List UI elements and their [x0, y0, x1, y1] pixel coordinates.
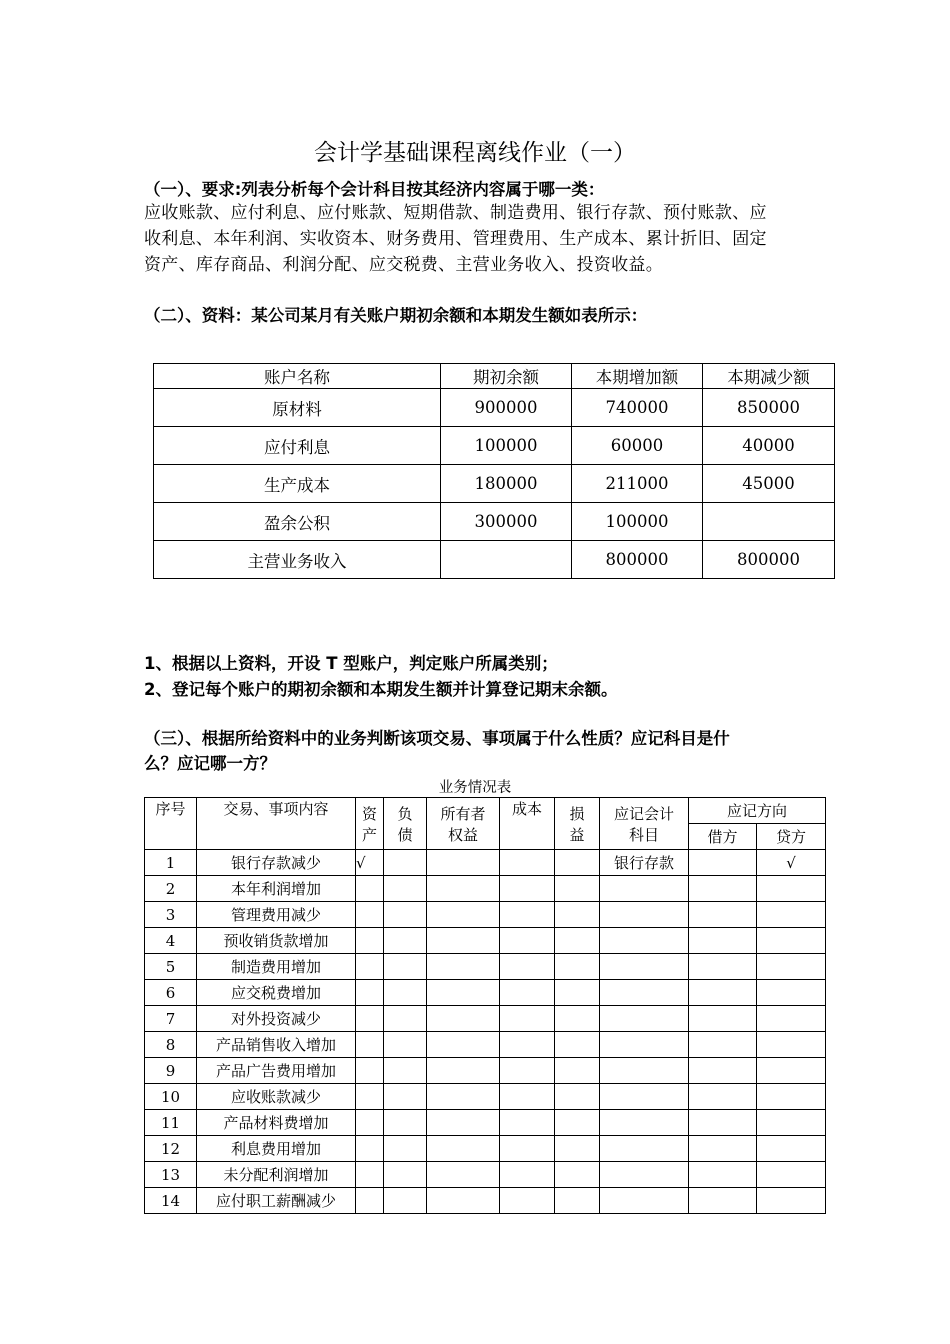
header-pl-line: 损 [569, 804, 585, 823]
account-cell [600, 1058, 689, 1084]
pl-cell [555, 954, 600, 980]
account-name-cell: 生产成本 [154, 465, 441, 503]
row-number-cell: 6 [145, 980, 197, 1006]
liability-cell [384, 1032, 427, 1058]
cost-cell [500, 928, 555, 954]
equity-cell [427, 1032, 500, 1058]
part1-line: 资产、库存商品、利润分配、应交税费、主营业务收入、投资收益。 [144, 255, 663, 275]
liability-cell [384, 1188, 427, 1214]
account-cell [600, 1006, 689, 1032]
table-caption: 业务情况表 [438, 780, 512, 796]
header-liability-line: 负 [397, 804, 413, 823]
credit-cell [757, 1162, 826, 1188]
credit-cell [757, 1084, 826, 1110]
row-number-cell: 13 [145, 1162, 197, 1188]
pl-cell [555, 1162, 600, 1188]
pl-cell [555, 1058, 600, 1084]
row-number-cell: 7 [145, 1006, 197, 1032]
pl-cell [555, 1006, 600, 1032]
equity-cell [427, 1188, 500, 1214]
row-number-cell: 3 [145, 902, 197, 928]
credit-cell [757, 1136, 826, 1162]
cost-cell [500, 876, 555, 902]
header-opening-balance: 期初余额 [441, 364, 572, 389]
header-equity [427, 798, 500, 850]
pl-cell [555, 928, 600, 954]
content-cell: 预收销货款增加 [197, 928, 356, 954]
accounts-header-row [154, 364, 835, 389]
credit-cell [757, 954, 826, 980]
table-row [145, 1162, 826, 1188]
cost-cell [500, 1188, 555, 1214]
header-no: 序号 [145, 798, 197, 850]
business-header-row [145, 798, 826, 824]
asset-cell [356, 1136, 384, 1162]
credit-cell [757, 1006, 826, 1032]
cost-cell [500, 954, 555, 980]
credit-cell [757, 876, 826, 902]
liability-cell [384, 928, 427, 954]
pl-cell [555, 1084, 600, 1110]
pl-cell [555, 1032, 600, 1058]
row-number-cell: 11 [145, 1110, 197, 1136]
table-row [154, 541, 835, 579]
table-row [145, 980, 826, 1006]
table-row [145, 1110, 826, 1136]
asset-cell [356, 954, 384, 980]
opening-balance-cell: 180000 [441, 465, 572, 503]
table-row [145, 850, 826, 876]
credit-cell [757, 1058, 826, 1084]
pl-cell [555, 1110, 600, 1136]
opening-balance-cell: 300000 [441, 503, 572, 541]
asset-cell [356, 1032, 384, 1058]
equity-cell [427, 1058, 500, 1084]
asset-cell [356, 902, 384, 928]
equity-cell [427, 928, 500, 954]
content-cell: 产品销售收入增加 [197, 1032, 356, 1058]
content-cell: 对外投资减少 [197, 1006, 356, 1032]
part1-body [144, 200, 834, 278]
increase-cell: 100000 [572, 503, 703, 541]
asset-cell [356, 876, 384, 902]
account-cell [600, 1162, 689, 1188]
cost-cell [500, 1032, 555, 1058]
account-cell: 银行存款 [600, 850, 689, 876]
equity-cell [427, 902, 500, 928]
debit-cell [689, 1084, 757, 1110]
row-number-cell: 8 [145, 1032, 197, 1058]
liability-cell [384, 1136, 427, 1162]
header-direction: 应记方向 [689, 798, 826, 824]
increase-cell: 800000 [572, 541, 703, 579]
liability-cell [384, 1084, 427, 1110]
table-row [145, 928, 826, 954]
row-number-cell: 2 [145, 876, 197, 902]
content-cell: 产品材料费增加 [197, 1110, 356, 1136]
debit-cell [689, 1188, 757, 1214]
equity-cell [427, 1006, 500, 1032]
debit-cell [689, 928, 757, 954]
cost-cell [500, 1058, 555, 1084]
cost-cell [500, 1084, 555, 1110]
decrease-cell: 800000 [703, 541, 835, 579]
pl-cell [555, 902, 600, 928]
document-title: 会计学基础课程离线作业（一） [314, 140, 636, 166]
row-number-cell: 14 [145, 1188, 197, 1214]
equity-cell [427, 1084, 500, 1110]
account-cell [600, 1110, 689, 1136]
content-cell: 未分配利润增加 [197, 1162, 356, 1188]
task-2: 2、登记每个账户的期初余额和本期发生额并计算登记期末余额。 [144, 680, 618, 699]
account-cell [600, 1188, 689, 1214]
asset-cell: √ [356, 850, 384, 876]
task-1: 1、根据以上资料，开设 T 型账户，判定账户所属类别； [144, 654, 558, 673]
debit-cell [689, 1110, 757, 1136]
account-cell [600, 902, 689, 928]
equity-cell [427, 876, 500, 902]
debit-cell [689, 1162, 757, 1188]
pl-cell [555, 850, 600, 876]
cost-cell [500, 1006, 555, 1032]
header-account [600, 798, 689, 850]
table-row [154, 465, 835, 503]
equity-cell [427, 850, 500, 876]
asset-cell [356, 1006, 384, 1032]
asset-cell [356, 1188, 384, 1214]
debit-cell [689, 1136, 757, 1162]
opening-balance-cell: 100000 [441, 427, 572, 465]
table-row [145, 1084, 826, 1110]
header-liability-line: 债 [397, 825, 413, 844]
row-number-cell: 12 [145, 1136, 197, 1162]
increase-cell: 60000 [572, 427, 703, 465]
liability-cell [384, 902, 427, 928]
liability-cell [384, 1110, 427, 1136]
liability-cell [384, 1162, 427, 1188]
decrease-cell: 850000 [703, 389, 835, 427]
content-cell: 银行存款减少 [197, 850, 356, 876]
row-number-cell: 9 [145, 1058, 197, 1084]
asset-cell [356, 980, 384, 1006]
table-row [154, 389, 835, 427]
header-content: 交易、事项内容 [197, 798, 356, 850]
cost-cell [500, 1162, 555, 1188]
debit-cell [689, 980, 757, 1006]
header-account-line: 应记会计 [613, 804, 674, 823]
part2-heading: （二）、资料：某公司某月有关账户期初余额和本期发生额如表所示： [144, 306, 648, 325]
row-number-cell: 5 [145, 954, 197, 980]
header-account-name: 账户名称 [154, 364, 441, 389]
decrease-cell: 40000 [703, 427, 835, 465]
pl-cell [555, 980, 600, 1006]
equity-cell [427, 1110, 500, 1136]
debit-cell [689, 876, 757, 902]
accounts-table [153, 363, 835, 579]
credit-cell [757, 980, 826, 1006]
account-name-cell: 应付利息 [154, 427, 441, 465]
debit-cell [689, 1032, 757, 1058]
table-row [145, 954, 826, 980]
row-number-cell: 1 [145, 850, 197, 876]
content-cell: 管理费用减少 [197, 902, 356, 928]
business-table [144, 797, 826, 1214]
part3-heading-line1: （三）、根据所给资料中的业务判断该项交易、事项属于什么性质？应记科目是什 [144, 729, 730, 748]
account-cell [600, 980, 689, 1006]
part3-heading-line2: 么？应记哪一方？ [144, 754, 276, 773]
pl-cell [555, 876, 600, 902]
header-asset [356, 798, 384, 850]
pl-cell [555, 1188, 600, 1214]
table-row [145, 1136, 826, 1162]
account-name-cell: 原材料 [154, 389, 441, 427]
table-row [145, 1006, 826, 1032]
header-cost: 成本 [500, 798, 555, 850]
part1-line: 应收账款、应付利息、应付账款、短期借款、制造费用、银行存款、预付账款、应 [144, 203, 767, 223]
cost-cell [500, 1136, 555, 1162]
row-number-cell: 10 [145, 1084, 197, 1110]
credit-cell [757, 1032, 826, 1058]
debit-cell [689, 1006, 757, 1032]
cost-cell [500, 1110, 555, 1136]
row-number-cell: 4 [145, 928, 197, 954]
cost-cell [500, 980, 555, 1006]
equity-cell [427, 980, 500, 1006]
debit-cell [689, 954, 757, 980]
table-row [145, 1058, 826, 1084]
asset-cell [356, 1110, 384, 1136]
table-row [145, 902, 826, 928]
header-decrease: 本期减少额 [703, 364, 835, 389]
header-asset-line: 产 [361, 825, 377, 844]
header-increase: 本期增加额 [572, 364, 703, 389]
header-liability [384, 798, 427, 850]
account-cell [600, 1136, 689, 1162]
liability-cell [384, 980, 427, 1006]
header-account-line: 科目 [628, 825, 659, 844]
account-cell [600, 1032, 689, 1058]
liability-cell [384, 1058, 427, 1084]
decrease-cell [703, 503, 835, 541]
asset-cell [356, 1084, 384, 1110]
liability-cell [384, 876, 427, 902]
asset-cell [356, 1162, 384, 1188]
business-table-body [145, 850, 826, 1214]
equity-cell [427, 1162, 500, 1188]
header-equity-line: 权益 [447, 825, 478, 844]
equity-cell [427, 1136, 500, 1162]
credit-cell [757, 928, 826, 954]
header-pl-line: 益 [569, 825, 585, 844]
decrease-cell: 45000 [703, 465, 835, 503]
debit-cell [689, 1058, 757, 1084]
opening-balance-cell [441, 541, 572, 579]
header-asset-line: 资 [361, 804, 377, 823]
table-row [145, 1188, 826, 1214]
account-name-cell: 盈余公积 [154, 503, 441, 541]
content-cell: 利息费用增加 [197, 1136, 356, 1162]
credit-cell [757, 1188, 826, 1214]
liability-cell [384, 850, 427, 876]
header-credit: 贷方 [757, 824, 826, 850]
part1-line: 收利息、本年利润、实收资本、财务费用、管理费用、生产成本、累计折旧、固定 [144, 229, 767, 249]
table-row [154, 503, 835, 541]
header-debit: 借方 [689, 824, 757, 850]
content-cell: 制造费用增加 [197, 954, 356, 980]
content-cell: 应交税费增加 [197, 980, 356, 1006]
equity-cell [427, 954, 500, 980]
header-equity-line: 所有者 [440, 804, 486, 823]
credit-cell: √ [757, 850, 826, 876]
part1-heading: （一）、要求:列表分析每个会计科目按其经济内容属于哪一类： [144, 180, 605, 199]
debit-cell [689, 850, 757, 876]
content-cell: 应收账款减少 [197, 1084, 356, 1110]
cost-cell [500, 902, 555, 928]
increase-cell: 740000 [572, 389, 703, 427]
table-row [154, 427, 835, 465]
asset-cell [356, 928, 384, 954]
content-cell: 本年利润增加 [197, 876, 356, 902]
account-cell [600, 928, 689, 954]
account-cell [600, 1084, 689, 1110]
credit-cell [757, 1110, 826, 1136]
account-cell [600, 954, 689, 980]
pl-cell [555, 1136, 600, 1162]
increase-cell: 211000 [572, 465, 703, 503]
debit-cell [689, 902, 757, 928]
credit-cell [757, 902, 826, 928]
table-row [145, 876, 826, 902]
account-cell [600, 876, 689, 902]
liability-cell [384, 954, 427, 980]
content-cell: 应付职工薪酬减少 [197, 1188, 356, 1214]
header-pl [555, 798, 600, 850]
table-row [145, 1032, 826, 1058]
asset-cell [356, 1058, 384, 1084]
account-name-cell: 主营业务收入 [154, 541, 441, 579]
cost-cell [500, 850, 555, 876]
liability-cell [384, 1006, 427, 1032]
content-cell: 产品广告费用增加 [197, 1058, 356, 1084]
opening-balance-cell: 900000 [441, 389, 572, 427]
